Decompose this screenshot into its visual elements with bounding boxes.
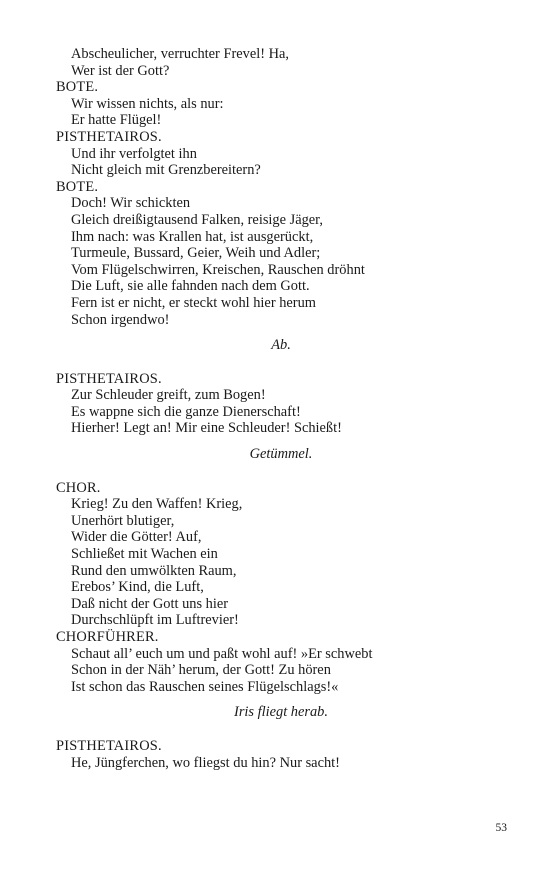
verse-line: Die Luft, sie alle fahnden nach dem Gott. [71, 278, 310, 295]
verse-line: Schließet mit Wachen ein [71, 546, 218, 563]
verse-line: Schaut all’ euch um und paßt wohl auf! »Er schwebt [71, 645, 373, 662]
verse-line: Ihm nach: was Krallen hat, ist ausgerückt, [71, 228, 314, 245]
verse-line: Wir wissen nichts, als nur: [71, 95, 224, 112]
verse-line: Schon in der Näh’ herum, der Gott! Zu hören [71, 662, 331, 679]
speaker-name: CHOR. [56, 479, 101, 496]
page-number: 53 [495, 822, 507, 834]
verse-line: Er hatte Flügel! [71, 112, 162, 129]
verse-line: Und ihr verfolgtet ihn [71, 145, 197, 162]
verse-line: Gleich dreißigtausend Falken, reisige Jäger, [71, 211, 323, 228]
speaker-name: BOTE. [56, 79, 99, 96]
verse-line: Fern ist er nicht, er steckt wohl hier herum [71, 294, 316, 311]
verse-line: Ist schon das Rauschen seines Flügelschlags!« [71, 678, 339, 695]
verse-line: Turmeule, Bussard, Geier, Weih und Adler; [71, 245, 321, 262]
speaker-name: PISTHETAIROS. [56, 128, 162, 145]
verse-line: Schon irgendwo! [71, 311, 170, 328]
verse-line: Vom Flügelschwirren, Kreischen, Rauschen dröhnt [71, 261, 365, 278]
stage-direction: Ab. [271, 337, 291, 354]
verse-line: Es wappne sich die ganze Dienerschaft! [71, 403, 301, 420]
verse-line: Zur Schleuder greift, zum Bogen! [71, 387, 266, 404]
verse-line: Rund den umwölkten Raum, [71, 562, 237, 579]
verse-line: Erebos’ Kind, die Luft, [71, 579, 204, 596]
verse-line: Wider die Götter! Auf, [71, 529, 202, 546]
verse-line: Daß nicht der Gott uns hier [71, 595, 229, 612]
verse-line: Wer ist der Gott? [71, 62, 170, 79]
stage-direction: Iris fliegt herab. [234, 704, 328, 721]
speaker-name: PISTHETAIROS. [56, 370, 162, 387]
speaker-name: BOTE. [56, 178, 99, 195]
verse-line: Abscheulicher, verruchter Frevel! Ha, [71, 46, 289, 62]
verse-line: Hierher! Legt an! Mir eine Schleuder! Schießt! [71, 420, 342, 437]
verse-line: Krieg! Zu den Waffen! Krieg, [71, 496, 243, 513]
verse-line: Nicht gleich mit Grenzbereitern? [71, 162, 261, 179]
speaker-name: PISTHETAIROS. [56, 737, 162, 754]
verse-line: Doch! Wir schickten [71, 195, 191, 212]
stage-direction: Getümmel. [249, 446, 313, 463]
book-page-text [56, 46, 506, 771]
verse-line: Durchschlüpft im Luftrevier! [71, 612, 239, 629]
verse-line: He, Jüngferchen, wo fliegst du hin? Nur sacht! [71, 754, 340, 771]
verse-line: Unerhört blutiger, [71, 512, 175, 529]
speaker-name: CHORFÜHRER. [56, 629, 159, 645]
